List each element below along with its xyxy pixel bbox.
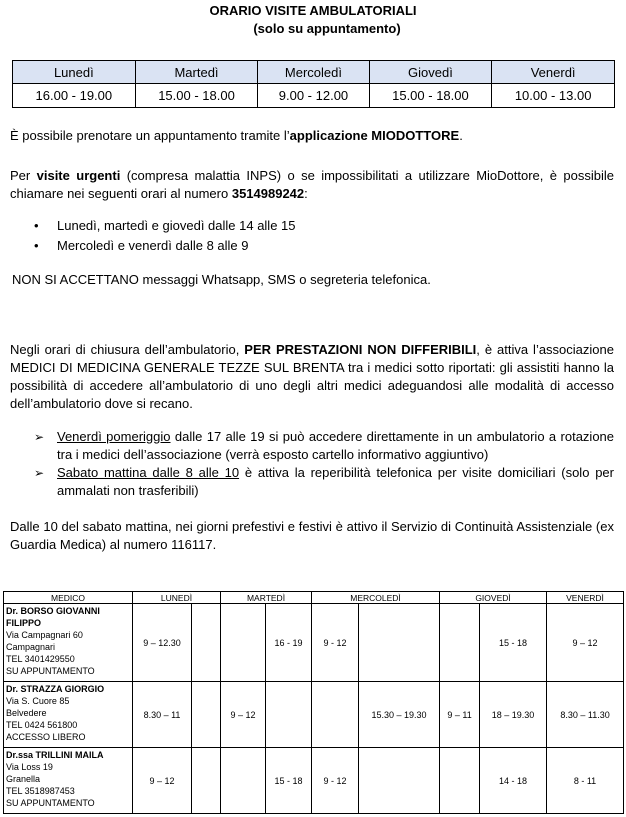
schedule-cell: 9 – 11 bbox=[440, 682, 480, 748]
schedule-cell: 16 - 19 bbox=[266, 604, 312, 682]
schedule-cell bbox=[192, 748, 221, 814]
list-item: ➢ Sabato mattina dalle 8 alle 10 è attiva la reperibilità telefonica per visite domiciliari (solo per ammalati non trasferibili) bbox=[34, 465, 614, 498]
doctor-info: Dr. BORSO GIOVANNI FILIPPO Via Campagnari 60 Campagnari TEL 3401429550 SU APPUNTAMENTO bbox=[4, 604, 133, 682]
column-header: MERCOLEDÌ bbox=[312, 592, 440, 604]
table-row bbox=[4, 682, 624, 748]
schedule-cell: 15 - 18 bbox=[480, 604, 547, 682]
no-messages-notice: NON SI ACCETTANO messaggi Whatsapp, SMS o segreteria telefonica. bbox=[12, 272, 431, 287]
column-header: MARTEDÌ bbox=[221, 592, 312, 604]
urgent-paragraph: Per visite urgenti (compresa malattia INPS) o se impossibilitati a utilizzare MioDottore, è possibile chiamare nei seguenti orari al numero 3514989242: bbox=[10, 168, 614, 201]
day-header: Mercoledì bbox=[258, 61, 369, 84]
list-item: • Lunedì, martedì e giovedì dalle 14 alle 15 bbox=[34, 217, 296, 237]
schedule-cell: 14 - 18 bbox=[480, 748, 547, 814]
association-list bbox=[34, 428, 614, 500]
day-header: Martedì bbox=[135, 61, 258, 84]
schedule-cell: 8 - 11 bbox=[547, 748, 624, 814]
table-row bbox=[4, 748, 624, 814]
schedule-cell: 8.30 – 11.30 bbox=[547, 682, 624, 748]
day-header: Lunedì bbox=[13, 61, 136, 84]
arrow-bullet-icon: ➢ bbox=[34, 430, 45, 444]
day-hours: 16.00 - 19.00 bbox=[13, 84, 136, 108]
day-hours: 9.00 - 12.00 bbox=[258, 84, 369, 108]
doctor-info: Dr. STRAZZA GIORGIO Via S. Cuore 85 Belvedere TEL 0424 561800 ACCESSO LIBERO bbox=[4, 682, 133, 748]
hours-table bbox=[12, 60, 615, 108]
schedule-cell: 9 – 12.30 bbox=[133, 604, 192, 682]
arrow-bullet-icon: ➢ bbox=[34, 466, 45, 480]
schedule-cell: 9 – 12 bbox=[547, 604, 624, 682]
schedule-cell: 9 – 12 bbox=[221, 682, 266, 748]
list-item: ➢ Venerdì pomeriggio dalle 17 alle 19 si può accedere direttamente in un ambulatorio a rotazione tra i medici dell’associazione (verrà esposto cartello informativo aggiuntivo) bbox=[34, 429, 615, 462]
schedule-cell: 18 – 19.30 bbox=[480, 682, 547, 748]
schedule-cell bbox=[359, 748, 440, 814]
doctor-name: Dr. BORSO GIOVANNI FILIPPO bbox=[6, 606, 100, 628]
schedule-cell bbox=[312, 682, 359, 748]
schedule-cell: 15 - 18 bbox=[266, 748, 312, 814]
association-paragraph: Negli orari di chiusura dell’ambulatorio, PER PRESTAZIONI NON DIFFERIBILI, è attiva l’associazione MEDICI DI MEDICINA GENERALE TEZZE SUL BRENTA tra i medici sotto riportati: gli assistiti hanno la possibilità di accedere all’ambulatorio di uno degli altri medici adeguandosi alle modalità di accesso dell’ambulatorio dove si recano. bbox=[10, 342, 614, 411]
doctor-name: Dr. STRAZZA GIORGIO bbox=[6, 684, 105, 694]
page-title: ORARIO VISITE AMBULATORIALI bbox=[209, 3, 417, 18]
schedule-cell bbox=[440, 748, 480, 814]
page-subtitle: (solo su appuntamento) bbox=[253, 21, 401, 36]
doctor-name: Dr.ssa TRILLINI MAILA bbox=[6, 750, 104, 760]
phone-number: 3514989242 bbox=[231, 186, 305, 201]
table-row bbox=[4, 604, 624, 682]
day-hours: 10.00 - 13.00 bbox=[492, 84, 615, 108]
doctor-info: Dr.ssa TRILLINI MAILA Via Loss 19 Granella TEL 3518987453 SU APPUNTAMENTO bbox=[4, 748, 133, 814]
day-hours: 15.00 - 18.00 bbox=[369, 84, 492, 108]
schedule-cell bbox=[440, 604, 480, 682]
continuity-paragraph: Dalle 10 del sabato mattina, nei giorni prefestivi e festivi è attivo il Servizio di Continuità Assistenziale (ex Guardia Medica) al numero 116117. bbox=[10, 519, 614, 552]
schedule-cell bbox=[266, 682, 312, 748]
schedule-cell: 9 – 12 bbox=[133, 748, 192, 814]
schedule-cell: 8.30 – 11 bbox=[133, 682, 192, 748]
list-item: • Mercoledì e venerdì dalle 8 alle 9 bbox=[34, 237, 296, 257]
day-hours: 15.00 - 18.00 bbox=[135, 84, 258, 108]
day-header: Giovedì bbox=[369, 61, 492, 84]
column-header: MEDICO bbox=[4, 592, 133, 604]
schedule-cell: 9 - 12 bbox=[312, 748, 359, 814]
app-name: applicazione MIODOTTORE bbox=[289, 128, 460, 143]
phone-hours-list bbox=[34, 217, 296, 257]
booking-paragraph: È possibile prenotare un appuntamento tramite l’applicazione MIODOTTORE. bbox=[10, 128, 463, 143]
column-header: LUNEDÌ bbox=[133, 592, 221, 604]
schedule-cell bbox=[192, 604, 221, 682]
day-header: Venerdì bbox=[492, 61, 615, 84]
schedule-cell bbox=[192, 682, 221, 748]
schedule-cell bbox=[221, 748, 266, 814]
doctors-table bbox=[3, 591, 624, 814]
schedule-cell: 15.30 – 19.30 bbox=[359, 682, 440, 748]
column-header: GIOVEDÌ bbox=[440, 592, 547, 604]
schedule-cell bbox=[221, 604, 266, 682]
schedule-cell: 9 - 12 bbox=[312, 604, 359, 682]
schedule-cell bbox=[359, 604, 440, 682]
column-header: VENERDÌ bbox=[547, 592, 624, 604]
